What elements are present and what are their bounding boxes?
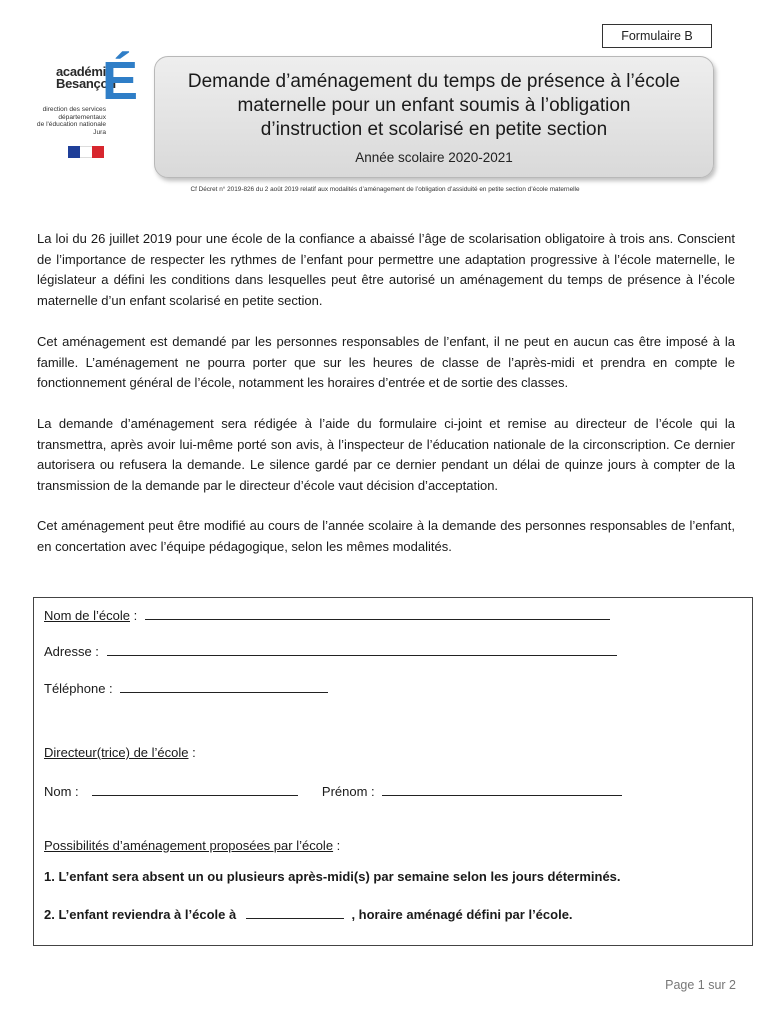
school-name-label: Nom de l’école	[44, 608, 130, 623]
dsden-text	[30, 106, 106, 136]
dsden-line-2: départementaux	[58, 113, 106, 121]
phone-field[interactable]	[120, 679, 328, 693]
form-type-label: Formulaire B	[602, 24, 712, 48]
academie-name	[56, 64, 116, 91]
prenom-field[interactable]	[382, 782, 622, 796]
prenom-label: Prénom :	[321, 784, 375, 799]
academie-e-icon: É	[102, 51, 139, 111]
option-2-suffix: , horaire aménagé défini par l’école.	[351, 907, 573, 922]
school-name-field[interactable]	[145, 606, 610, 620]
decree-reference: Cf Décret n° 2019-826 du 2 août 2019 relatif aux modalités d’aménagement de l’obligation d’assiduité en petite section d’école maternelle	[190, 186, 580, 193]
page-number: Page 1 sur 2	[665, 978, 736, 992]
school-form	[33, 597, 753, 946]
nom-label: Nom :	[44, 784, 79, 799]
address-field[interactable]	[107, 642, 617, 656]
option-2-prefix: 2. L’enfant reviendra à l’école à	[44, 907, 237, 922]
phone-row	[44, 679, 328, 696]
nom-field[interactable]	[92, 782, 298, 796]
title-line-2: maternelle pour un enfant soumis à l’obligation	[237, 95, 631, 116]
colon: :	[188, 745, 196, 760]
address-row	[44, 642, 617, 659]
director-name-row	[44, 782, 622, 799]
director-row	[44, 745, 196, 760]
title-line-1: Demande d’aménagement du temps de présence à l’école	[187, 71, 681, 92]
academie-logo	[30, 51, 142, 168]
academie-line-1: académie	[56, 64, 113, 79]
academie-line-2: Besançon	[56, 76, 116, 91]
dsden-line-4: Jura	[93, 128, 106, 136]
title-box	[154, 56, 714, 178]
school-year: Année scolaire 2020-2021	[355, 150, 513, 165]
option-2-row	[44, 905, 573, 922]
school-name-row	[44, 606, 610, 623]
address-label: Adresse :	[44, 644, 99, 659]
option-1: 1. L’enfant sera absent un ou plusieurs après-midi(s) par semaine selon les jours déterminés.	[44, 869, 621, 884]
document-title	[155, 70, 713, 142]
paragraph-3: La demande d’aménagement sera rédigée à l’aide du formulaire ci-joint et remise au directeur de l’école qui la transmettra, après avoir lui-même porté son avis, à l’inspecteur de l’éducation nationale de la circonscription. Ce dernier autorisera ou refusera la demande. Le silence gardé par ce dernier pendant un délai de quinze jours à compter de la transmission de la demande par le directeur d’école vaut décision d’acceptation.	[37, 416, 735, 493]
french-flag-icon	[68, 146, 104, 158]
title-line-3: d’instruction et scolarisé en petite section	[260, 119, 608, 140]
dsden-line-1: direction des services	[42, 106, 106, 113]
option-2-time-field[interactable]	[246, 905, 344, 919]
colon: :	[130, 608, 138, 623]
paragraph-2: Cet aménagement est demandé par les personnes responsables de l’enfant, il ne peut en aucun cas être imposé à la famille. L’aménagement ne pourra porter que sur les heures de classe de l’après-midi et prendra en compte le fonctionnement général de l’école, notamment les horaires d’entrée et de sortie des classes.	[37, 334, 735, 390]
paragraph-4: Cet aménagement peut être modifié au cours de l’année scolaire à la demande des personnes responsables de l’enfant, en concertation avec l’équipe pédagogique, selon les mêmes modalités.	[37, 518, 735, 554]
paragraph-1: La loi du 26 juillet 2019 pour une école de la confiance a abaissé l’âge de scolarisation obligatoire à trois ans. Conscient de l’importance de respecter les rythmes de l’enfant pour permettre une adaptation progressive à l’école maternelle, le législateur a défini les conditions dans lesquelles peut être autorisé un aménagement du temps de présence à l’école maternelle d’un enfant scolarisé en petite section.	[37, 231, 735, 308]
colon: :	[333, 838, 341, 853]
dsden-line-3: de l'éducation nationale	[36, 121, 106, 129]
phone-label: Téléphone :	[44, 681, 113, 696]
options-row	[44, 838, 340, 853]
director-label: Directeur(trice) de l’école	[44, 745, 189, 760]
options-label: Possibilités d’aménagement proposées par l’école	[44, 838, 334, 853]
